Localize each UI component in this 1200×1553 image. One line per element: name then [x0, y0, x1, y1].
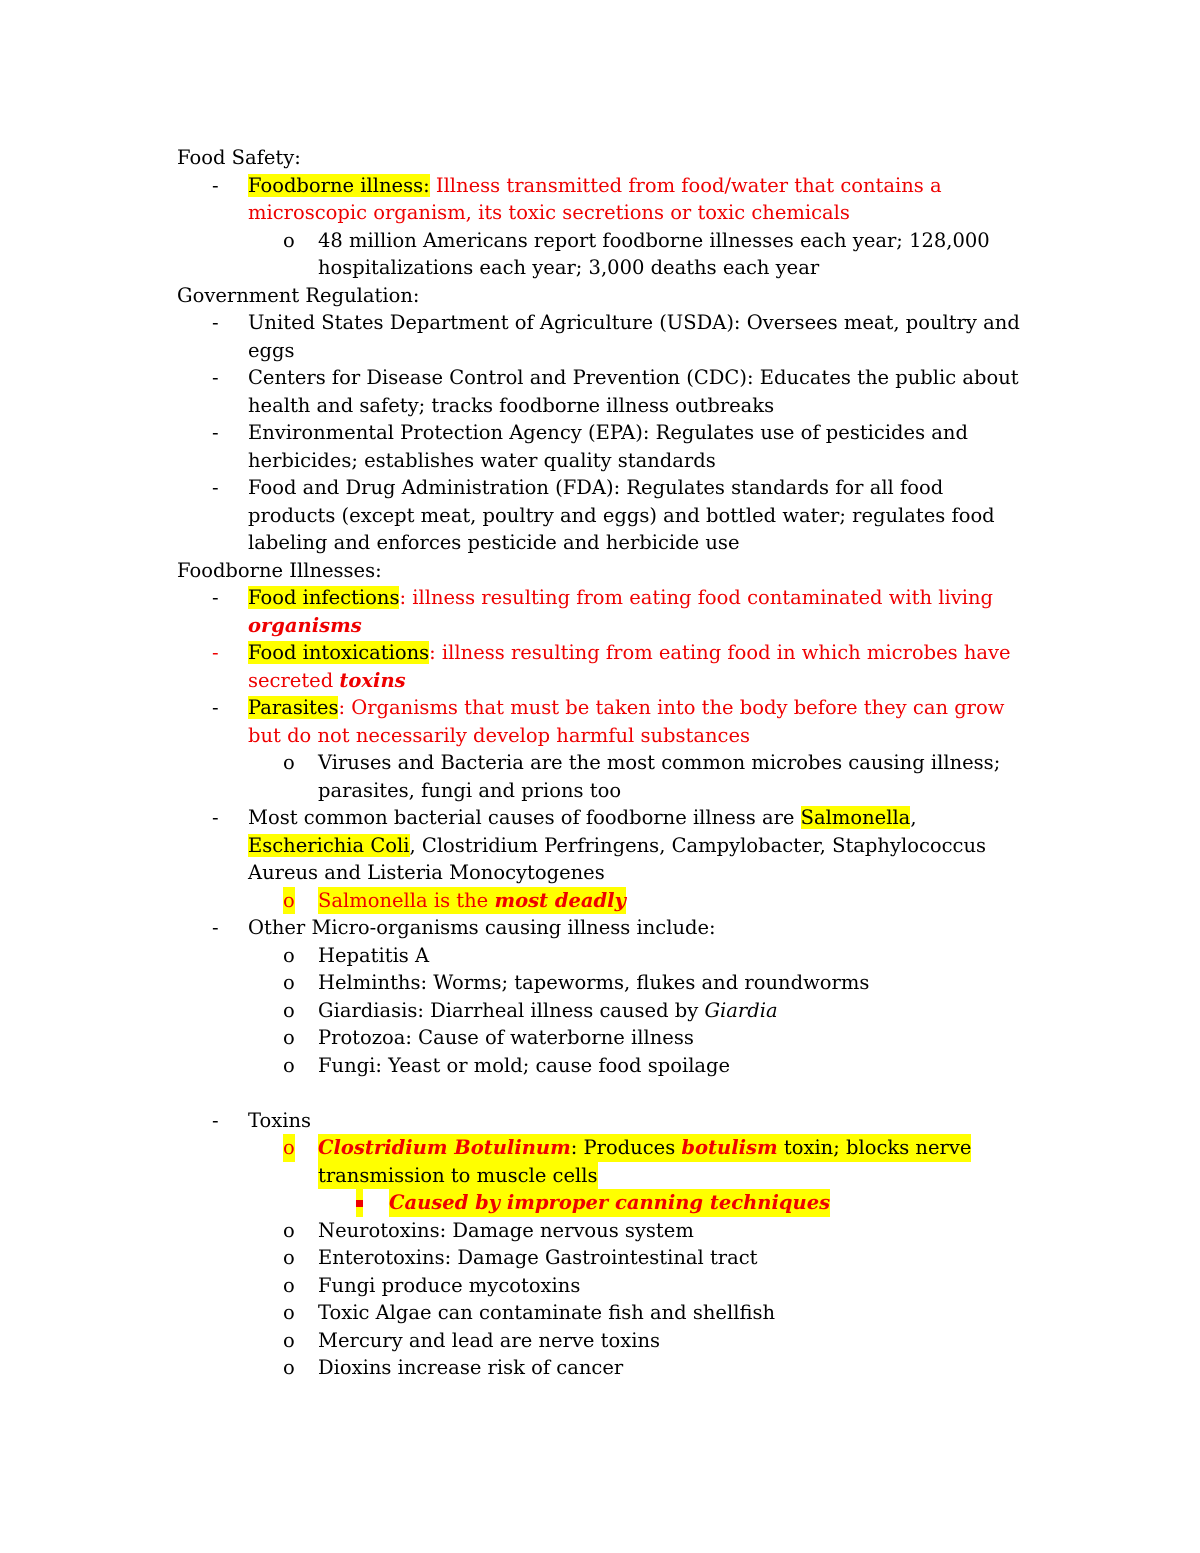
text-run: herbicides; establishes water quality standards — [248, 448, 716, 472]
circle-bullet: o — [283, 1026, 295, 1049]
highlighted-term: Food intoxications — [248, 641, 430, 664]
text-run: Foodborne Illnesses: — [177, 558, 382, 582]
line-text — [318, 1244, 758, 1272]
circle-bullet: o — [283, 1356, 295, 1379]
text-run: Clostridium Botulinum — [318, 1136, 571, 1159]
line-text — [318, 1354, 623, 1382]
line-text — [248, 392, 774, 420]
highlighted-term: Foodborne illness: — [248, 173, 430, 197]
line-text — [248, 419, 968, 447]
text-run: : Organisms that must be taken into the body before they can grow — [338, 696, 1005, 719]
line-text — [248, 914, 716, 942]
line-text — [248, 199, 850, 227]
line-text — [248, 447, 716, 475]
circle-bullet: o — [283, 1218, 295, 1242]
line-text — [318, 1024, 694, 1052]
text-run: toxin; blocks nerve — [777, 1136, 972, 1159]
circle-bullet: o — [283, 751, 295, 774]
text-run: : illness resulting from eating food in which microbes have — [429, 641, 1011, 664]
line-text — [318, 1327, 660, 1355]
line-text — [248, 667, 406, 695]
text-run: , Clostridium Perfringens, Campylobacter, Staphylococcus — [409, 833, 987, 857]
line-text — [248, 1107, 311, 1135]
line-text — [318, 1134, 971, 1162]
line-text — [318, 887, 626, 915]
text-run: , — [910, 806, 917, 829]
text-run: labeling and enforces pesticide and herbicide use — [248, 531, 740, 554]
text-run: Centers for Disease Control and Prevention (CDC): Educates the public about — [248, 366, 1019, 389]
text-run: most deadly — [494, 888, 626, 912]
line-text — [248, 584, 993, 612]
dash-bullet: - — [212, 173, 219, 197]
line-text — [177, 144, 301, 172]
circle-bullet: o — [283, 228, 295, 252]
square-bullet-icon — [356, 1189, 363, 1217]
text-run: United States Department of Agriculture (USDA): Oversees meat, poultry and — [248, 311, 1020, 334]
line-text — [248, 337, 295, 365]
line-text — [318, 1299, 775, 1327]
text-run: but do not necessarily develop harmful substances — [248, 723, 751, 747]
line-text — [318, 942, 429, 970]
dash-bullet: - — [212, 476, 219, 499]
text-run: Toxins — [248, 1108, 312, 1132]
line-text — [248, 529, 739, 557]
highlighted-term: Salmonella — [800, 806, 911, 829]
text-run: health and safety; tracks foodborne illness outbreaks — [248, 393, 775, 417]
line-text — [248, 502, 995, 530]
line-text — [248, 804, 917, 832]
text-run: Viruses and Bacteria are the most common microbes causing illness; — [318, 751, 1001, 774]
circle-bullet: o — [283, 998, 295, 1022]
line-text — [318, 227, 990, 255]
text-run: Giardia — [704, 998, 778, 1022]
text-run: Food and Drug Administration (FDA): Regulates standards for all food — [248, 476, 944, 499]
line-text — [318, 1217, 694, 1245]
text-run: Fungi: Yeast or mold; cause food spoilage — [318, 1053, 731, 1077]
text-run: secreted — [248, 668, 340, 692]
text-run: : Produces — [570, 1136, 682, 1159]
text-run: Hepatitis A — [318, 943, 430, 967]
dash-bullet: - — [212, 586, 219, 609]
circle-bullet: o — [283, 887, 295, 915]
highlighted-term: Food infections — [248, 586, 400, 609]
line-text — [248, 639, 1011, 667]
line-text — [318, 749, 1000, 777]
text-run: eggs — [248, 338, 295, 362]
text-run: Most common bacterial causes of foodborne illness are — [248, 806, 801, 829]
highlighted-term: Parasites — [248, 696, 339, 719]
line-text — [318, 1162, 598, 1190]
circle-bullet: o — [283, 1273, 295, 1297]
dash-bullet: - — [212, 916, 219, 939]
text-run: organisms — [248, 613, 362, 637]
text-run: Neurotoxins: Damage nervous system — [318, 1218, 694, 1242]
circle-bullet: o — [283, 1301, 295, 1324]
text-run: Caused by improper canning techniques — [389, 1191, 831, 1214]
line-text — [248, 474, 943, 502]
line-text — [318, 997, 778, 1025]
line-text — [318, 777, 621, 805]
dash-bullet: - — [212, 421, 219, 444]
circle-bullet: o — [283, 1328, 295, 1352]
text-run: Illness transmitted from food/water that contains a — [429, 173, 942, 197]
text-run: : illness resulting from eating food contaminated with living — [399, 586, 994, 609]
text-run: Mercury and lead are nerve toxins — [318, 1328, 661, 1352]
dash-bullet: - — [212, 806, 219, 829]
line-text — [318, 969, 869, 997]
circle-bullet: o — [283, 943, 295, 967]
line-text — [318, 1272, 580, 1300]
text-run: parasites, fungi and prions too — [318, 778, 622, 802]
line-text — [248, 172, 942, 200]
text-run: Protozoa: Cause of waterborne illness — [318, 1026, 694, 1049]
text-run: microscopic organism, its toxic secretions or toxic chemicals — [248, 201, 850, 224]
dash-bullet: - — [212, 696, 219, 719]
circle-bullet: o — [283, 971, 295, 994]
dash-bullet: - — [212, 641, 219, 664]
text-run: Other Micro-organisms causing illness include: — [248, 916, 716, 939]
line-text — [318, 254, 819, 282]
line-text — [248, 309, 1020, 337]
text-run: Giardiasis: Diarrheal illness caused by — [318, 998, 705, 1022]
highlighted-term: Escherichia Coli — [248, 833, 410, 857]
dash-bullet: - — [212, 1108, 219, 1132]
text-run: Environmental Protection Agency (EPA): Regulates use of pesticides and — [248, 421, 968, 444]
dash-bullet: - — [212, 366, 219, 389]
circle-bullet: o — [283, 1053, 295, 1077]
circle-bullet: o — [283, 1246, 295, 1269]
line-text — [318, 1052, 730, 1080]
line-text — [248, 612, 362, 640]
text-run: Enterotoxins: Damage Gastrointestinal tract — [318, 1246, 758, 1269]
text-run: 48 million Americans report foodborne illnesses each year; 128,000 — [318, 228, 990, 252]
text-run: Salmonella is the — [318, 888, 495, 912]
text-run: hospitalizations each year; 3,000 deaths each year — [318, 256, 820, 279]
line-text — [248, 859, 605, 887]
circle-bullet: o — [283, 1134, 295, 1162]
text-run: toxins — [339, 668, 406, 692]
text-run: products (except meat, poultry and eggs) and bottled water; regulates food — [248, 503, 995, 527]
text-run: transmission to muscle cells — [318, 1163, 598, 1187]
text-run: Helminths: Worms; tapeworms, flukes and roundworms — [318, 971, 870, 994]
line-text — [389, 1189, 830, 1217]
line-text — [248, 364, 1019, 392]
text-run: botulism — [681, 1136, 778, 1159]
dash-bullet: - — [212, 311, 219, 334]
line-text — [248, 832, 986, 860]
line-text — [248, 694, 1004, 722]
text-run: Dioxins increase risk of cancer — [318, 1356, 624, 1379]
line-text — [177, 282, 419, 310]
line-text — [248, 722, 750, 750]
line-text — [177, 557, 382, 585]
text-run: Toxic Algae can contaminate fish and shellfish — [318, 1301, 776, 1324]
text-run: Food Safety: — [177, 146, 301, 169]
text-run: Aureus and Listeria Monocytogenes — [248, 861, 605, 884]
text-run: Fungi produce mycotoxins — [318, 1273, 581, 1297]
text-run: Government Regulation: — [177, 283, 420, 307]
